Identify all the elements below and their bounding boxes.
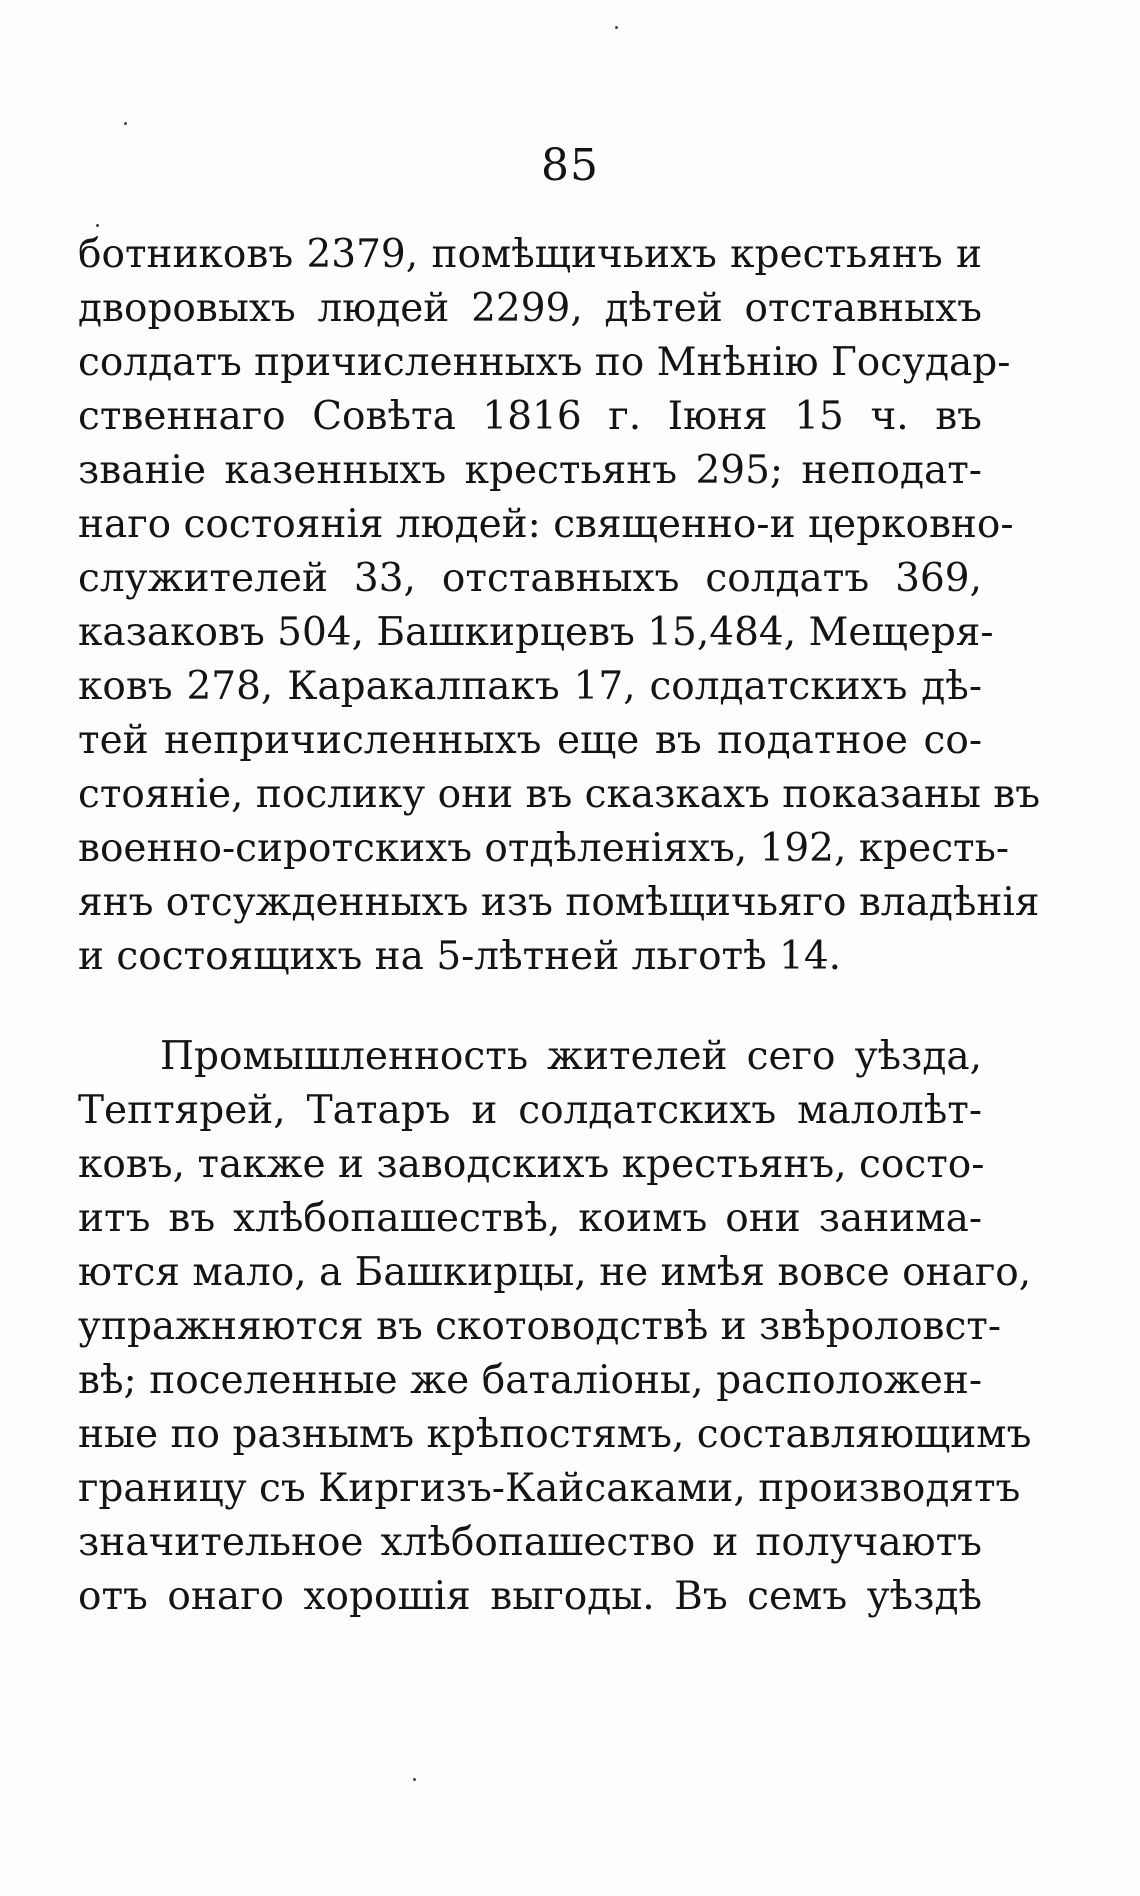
paragraph-2	[78, 1030, 1032, 1624]
text-line: ственнаго Совѣта 1816 г. Іюня 15 ч. въ	[78, 394, 982, 439]
text-line-last: и состоящихъ на 5-лѣтней льготѣ 14.	[78, 934, 842, 979]
scan-speck	[615, 26, 618, 29]
paragraph-1	[78, 228, 1041, 984]
text-line: ковъ 278, Каракалпакъ 17, солдатскихъ дѣ-	[78, 664, 982, 709]
text-line: званіе казенныхъ крестьянъ 295; неподат-	[78, 448, 982, 493]
text-line: вѣ; поселенные же баталіоны, расположен-	[78, 1358, 982, 1403]
text-line: ные по разнымъ крѣпостямъ, составляющимъ	[78, 1412, 1032, 1457]
text-line: военно-сиротскихъ отдѣленіяхъ, 192, кресть-	[78, 826, 1010, 871]
text-line: ются мало, а Башкирцы, не имѣя вовсе онаго,	[78, 1250, 1032, 1295]
text-line: ковъ, также и заводскихъ крестьянъ, состо-	[78, 1142, 985, 1187]
text-line: наго состоянія людей: священно-и церковно-	[78, 502, 1014, 547]
text-line: тей непричисленныхъ еще въ податное со-	[78, 718, 982, 763]
page-number: 85	[541, 140, 599, 191]
text-line: янъ отсужденныхъ изъ помѣщичьяго владѣнія	[78, 880, 1040, 925]
text-line: упражняются въ скотоводствѣ и звѣроловст-	[78, 1304, 1002, 1349]
scan-speck	[124, 122, 127, 125]
text-line: казаковъ 504, Башкирцевъ 15,484, Мещеря-	[78, 610, 994, 655]
text-line: значительное хлѣбопашество и получаютъ	[78, 1520, 982, 1565]
text-line: Тептярей, Татаръ и солдатскихъ малолѣт-	[78, 1088, 982, 1133]
text-line: ботниковъ 2379, помѣщичьихъ крестьянъ и	[78, 232, 982, 277]
text-line: отъ онаго хорошія выгоды. Въ семъ уѣздѣ	[78, 1574, 982, 1619]
text-line: стояніе, послику они въ сказкахъ показаны въ	[78, 772, 1041, 817]
text-line: служителей 33, отставныхъ солдатъ 369,	[78, 556, 982, 601]
scan-speck	[96, 224, 99, 227]
scan-speck	[413, 1778, 416, 1781]
text-line: итъ въ хлѣбопашествѣ, коимъ они занима-	[78, 1196, 982, 1241]
text-line-indented: Промышленность жителей сего уѣзда,	[160, 1034, 982, 1079]
text-line: дворовыхъ людей 2299, дѣтей отставныхъ	[78, 286, 982, 331]
text-line: границу съ Киргизъ-Кайсаками, производятъ	[78, 1466, 1021, 1511]
text-line: солдатъ причисленныхъ по Мнѣнію Государ-	[78, 340, 1011, 385]
